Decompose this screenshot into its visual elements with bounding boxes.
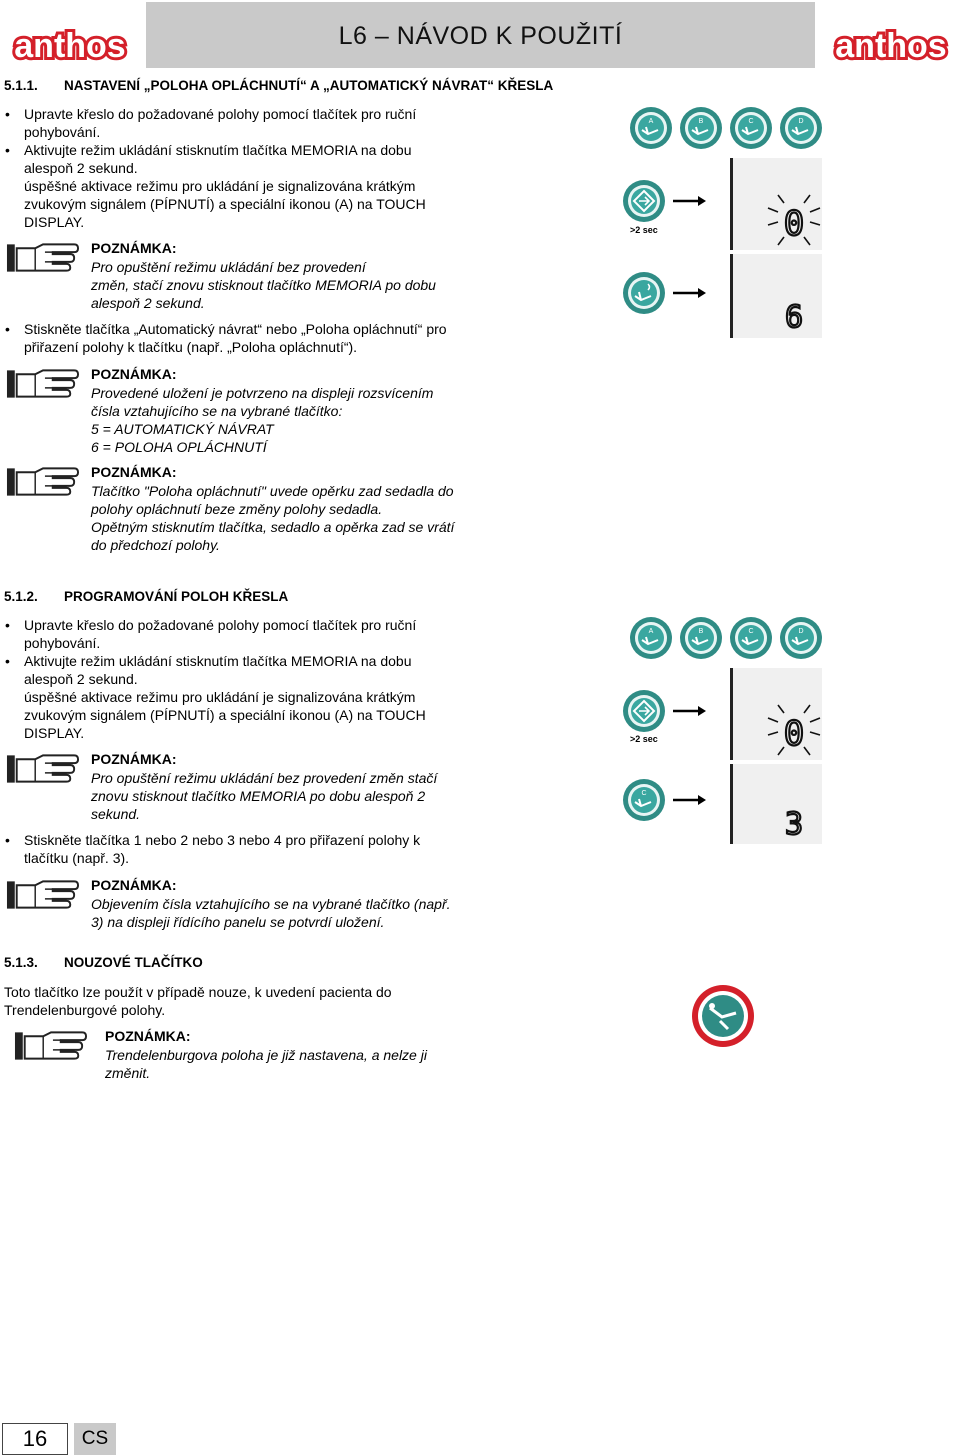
page-number: 16: [2, 1423, 68, 1455]
section-title: PROGRAMOVÁNÍ POLOH KŘESLA: [64, 589, 289, 604]
note-hand-icon: [6, 751, 80, 787]
memory-button-icon: [623, 180, 665, 222]
emergency-button-icon: [690, 983, 756, 1049]
svg-text:0: 0: [783, 204, 805, 244]
paragraph: Stiskněte tlačítka „Automatický návrat“ nebo „Poloha opláchnutí“ pro přiřazení polohy k tlačítku (např. „Poloha opláchnutí“).: [24, 321, 447, 355]
page-title: L6 – NÁVOD K POUŽITÍ: [338, 22, 623, 50]
paragraph: Upravte křeslo do požadované polohy pomocí tlačítek pro ruční pohybování.: [24, 106, 417, 140]
bullet-dot: •: [5, 832, 10, 848]
section-number: 5.1.1.: [4, 78, 38, 93]
display-panel: [730, 764, 822, 844]
section-number: 5.1.2.: [4, 589, 38, 604]
svg-text:A: A: [648, 628, 654, 635]
svg-text:0: 0: [783, 714, 805, 754]
note-text: Pro opuštění režimu ukládání bez provedení změn, stačí znovu stisknout tlačítko MEMORIA po dobu alespoň 2 sekund.: [91, 259, 436, 311]
arrow-right-icon: [673, 288, 706, 298]
note-hand-icon: [6, 877, 80, 913]
bullet-dot: •: [5, 321, 10, 337]
programming-procedure-figure: [618, 610, 828, 845]
section-title: NASTAVENÍ „POLOHA OPLÁCHNUTÍ“ A „AUTOMATICKÝ NÁVRAT“ KŘESLA: [64, 78, 554, 93]
note-hand-icon: [6, 240, 80, 276]
note-hand-icon: [6, 464, 80, 500]
arrow-right-icon: [673, 196, 706, 206]
svg-text:anthos: anthos: [835, 27, 947, 65]
rinse-position-button-icon: [623, 272, 665, 314]
button-a-icon: [630, 617, 672, 659]
hold-time-label: >2 sec: [630, 734, 658, 744]
header-bar: [146, 2, 815, 68]
paragraph: Aktivujte režim ukládání stisknutím tlačítka MEMORIA na dobu alespoň 2 sekund. úspěšné aktivace režimu pro ukládání je signalizována krátkým zvukovým signálem (PÍPNUTÍ) a speciální ikonou (A) na TOUCH DISPLAY.: [24, 653, 426, 741]
svg-text:D: D: [798, 628, 804, 635]
section-title: NOUZOVÉ TLAČÍTKO: [64, 955, 203, 970]
bullet-dot: •: [5, 142, 10, 158]
section-number: 5.1.3.: [4, 955, 38, 970]
note-text: Pro opuštění režimu ukládání bez provedení změn stačí znovu stisknout tlačítko MEMORIA po dobu alespoň 2 sekund.: [91, 770, 438, 822]
language-badge: CS: [74, 1423, 116, 1455]
button-b-icon: [680, 107, 722, 149]
svg-text:C: C: [748, 118, 754, 125]
bullet-dot: •: [5, 653, 10, 669]
display-panel: [730, 254, 822, 338]
svg-text:B: B: [698, 118, 704, 125]
paragraph: Upravte křeslo do požadované polohy pomocí tlačítek pro ruční pohybování.: [24, 617, 417, 651]
note-heading: POZNÁMKA:: [105, 1028, 191, 1044]
display-digit: 6: [784, 300, 804, 335]
note-hand-icon: [6, 366, 80, 402]
button-b-icon: [680, 617, 722, 659]
hold-time-label: >2 sec: [630, 225, 658, 235]
button-d-icon: [780, 107, 822, 149]
display-panel: [730, 668, 822, 760]
svg-text:A: A: [648, 118, 654, 125]
display-digit: 3: [784, 807, 804, 842]
svg-text:D: D: [798, 118, 804, 125]
bullet-dot: •: [5, 106, 10, 122]
paragraph: Aktivujte režim ukládání stisknutím tlačítka MEMORIA na dobu alespoň 2 sekund. úspěšné aktivace režimu pro ukládání je signalizována krátkým zvukovým signálem (PÍPNUTÍ) a speciální ikonou (A) na TOUCH DISPLAY.: [24, 142, 426, 230]
note-text: Objevením čísla vztahujícího se na vybrané tlačítko (např. 3) na displeji řídícího panelu se potvrdí uložení.: [91, 896, 451, 930]
anthos-logo-right: [826, 26, 956, 66]
paragraph: Stiskněte tlačítka 1 nebo 2 nebo 3 nebo 4 pro přiřazení polohy k tlačítku (např. 3).: [24, 832, 421, 866]
svg-text:C: C: [641, 790, 647, 797]
memory-procedure-figure: [618, 100, 828, 340]
note-text: Trendelenburgova poloha je již nastavena, a nelze ji změnit.: [105, 1047, 427, 1081]
note-heading: POZNÁMKA:: [91, 240, 177, 256]
note-heading: POZNÁMKA:: [91, 877, 177, 893]
paragraph: Toto tlačítko lze použít v případě nouze, k uvedení pacienta do Trendelenburgové polohy.: [4, 984, 392, 1018]
button-c-icon: [730, 617, 772, 659]
anthos-logo-left: [5, 26, 135, 66]
note-hand-icon: [14, 1028, 88, 1064]
button-c-icon: [730, 107, 772, 149]
memory-button-icon: [623, 690, 665, 732]
bullet-dot: •: [5, 617, 10, 633]
note-text: Tlačítko "Poloha opláchnutí" uvede opěrku zad sedadla do polohy opláchnutí beze změny polohy sedadla. Opětným stisknutím tlačítka, sedadlo a opěrka zad se vrátí do předchozí polohy.: [91, 483, 455, 553]
svg-text:C: C: [748, 628, 754, 635]
note-heading: POZNÁMKA:: [91, 751, 177, 767]
note-heading: POZNÁMKA:: [91, 366, 177, 382]
button-d-icon: [780, 617, 822, 659]
display-panel: [730, 158, 822, 250]
arrow-right-icon: [673, 706, 706, 716]
note-heading: POZNÁMKA:: [91, 464, 177, 480]
button-a-icon: [630, 107, 672, 149]
svg-text:anthos: anthos: [14, 27, 126, 65]
svg-text:B: B: [698, 628, 704, 635]
note-text: Provedené uložení je potvrzeno na displeji rozsvícením čísla vztahujícího se na vybrané tlačítko: 5 = AUTOMATICKÝ NÁVRAT 6 = POLOHA OPLÁCHNUTÍ: [91, 385, 434, 455]
button-c-pressed-icon: [623, 779, 665, 821]
arrow-right-icon: [673, 795, 706, 805]
